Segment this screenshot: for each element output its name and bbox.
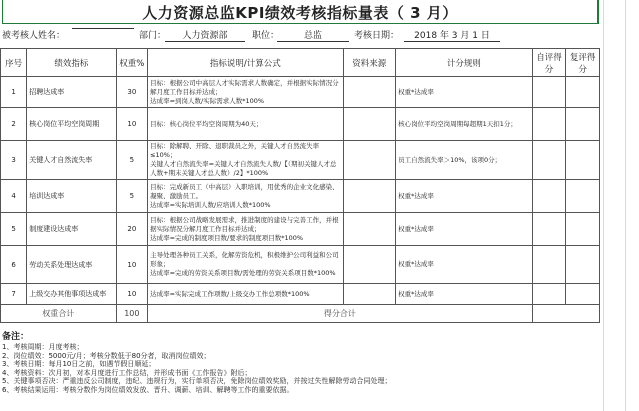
row-weight[interactable]: 20 [116,213,148,246]
row-kpi[interactable]: 制度建设达成率 [27,213,116,246]
date-value[interactable]: 2018 年 3 月 1 日 [404,28,500,42]
row-source[interactable] [343,213,396,246]
grid-line [603,0,604,411]
row-rule[interactable]: 权重*达成率 [396,180,533,213]
row-self-score[interactable] [532,180,566,213]
row-rule[interactable]: 权重*达成率 [396,213,533,246]
row-desc[interactable]: 目标：核心岗位平均空岗周期为40天； [148,108,343,141]
row-review-score[interactable] [566,284,600,305]
row-no[interactable]: 1 [1,77,27,108]
weight-total-value[interactable]: 100 [116,305,148,323]
row-rule[interactable]: 权重*达成率 [396,246,533,284]
notes-line[interactable]: 1、考核周期：月度考核； [2,343,84,351]
kpi-table [0,48,600,323]
row-kpi[interactable]: 核心岗位平均空岗周期 [27,108,116,141]
row-rule[interactable]: 权重*达成率 [396,77,533,108]
total-row [1,305,600,323]
row-desc[interactable]: 达成率=实际完成工作项数/上级交办工作总项数*100% [148,284,343,305]
name-label: 被考核人姓名： [2,31,66,41]
table-row [1,180,600,213]
row-weight[interactable]: 5 [116,180,148,213]
row-self-score[interactable] [532,141,566,180]
header-desc[interactable]: 指标说明/计算公式 [148,49,343,77]
header-self-score[interactable]: 自评得分 [532,49,566,77]
row-desc[interactable]: 目标：根据公司中高层人才实际需求人数确定，并根据实际情况分解月度工作目标并达成； 达成率=到岗人数/实际需求人数*100% [148,77,343,108]
row-weight[interactable]: 10 [116,108,148,141]
table-row [1,108,600,141]
header-no[interactable]: 序号 [1,49,27,77]
notes-line[interactable]: 2、岗位绩效：5000元/月；考核分数低于80分者，取消岗位绩效； [2,351,211,360]
row-no[interactable]: 4 [1,180,27,213]
row-no[interactable]: 6 [1,246,27,284]
header-source[interactable]: 资料来源 [343,49,396,77]
row-self-score[interactable] [532,213,566,246]
date-label: 考核日期： [354,31,400,41]
row-desc[interactable]: 目标：根据公司战略发展需求，推进制度的建设与完善工作，并根据实际情况分解月度工作目标并达成； 达成率=完成的制度项目数/要求的制度项目数*100% [148,213,343,246]
notes-heading[interactable]: 备注： [2,332,30,342]
row-self-score[interactable] [532,108,566,141]
row-weight[interactable]: 30 [116,77,148,108]
row-desc[interactable]: 目标：除解聘、开除、退职裁员之外，关键人才自然流失率≤10%； 关键人才自然流失率=关键人才自然流失人数/【（期初关键人才总人数+期末关键人才总人数）/2】*100% [148,141,343,180]
row-no[interactable]: 5 [1,213,27,246]
row-desc[interactable]: 主导处理各种员工关系，化解劳资危机，积极维护公司利益和公司形象； 达成率=完成的劳资关系项目数/需处理的劳资关系项目数*100% [148,246,343,284]
row-source[interactable] [343,180,396,213]
table-row [1,284,600,305]
notes-section [2,332,602,395]
row-self-score[interactable] [532,284,566,305]
header-weight[interactable]: 权重% [116,49,148,77]
row-kpi[interactable]: 劳动关系处理达成率 [27,246,116,284]
position-value[interactable]: 总监 [277,28,349,42]
row-rule[interactable]: 核心岗位平均空岗周期每超期1天扣1分； [396,108,533,141]
name-value[interactable] [72,28,134,29]
notes-line[interactable]: 5、关键事项否决：严重违反公司制度，违纪、违规行为，实行单项否决，免除岗位绩效奖励，并按过失性解除劳动合同处理； [2,377,392,386]
header-row [1,49,600,77]
meta-row [2,28,602,44]
row-kpi[interactable]: 上级交办其他事项达成率 [27,284,116,305]
row-review-score[interactable] [566,77,600,108]
row-self-score[interactable] [532,246,566,284]
table-row [1,213,600,246]
table-row [1,141,600,180]
row-review-score[interactable] [566,108,600,141]
table-row [1,77,600,108]
score-total-value[interactable] [532,305,599,323]
notes-line[interactable]: 6、考核结果运用：考核分数作为岗位绩效发放、晋升、调薪、培训、解聘等工作的重要依据。 [2,385,294,394]
row-review-score[interactable] [566,180,600,213]
row-kpi[interactable]: 关键人才自然流失率 [27,141,116,180]
row-review-score[interactable] [566,141,600,180]
table-row [1,246,600,284]
row-source[interactable] [343,246,396,284]
row-source[interactable] [343,108,396,141]
notes-line[interactable]: 4、考核资料：次月初，对本月度进行工作总结，并形成书面《工作报告》附后； [2,368,252,377]
row-rule[interactable]: 权重*达成率 [396,284,533,305]
row-self-score[interactable] [532,77,566,108]
row-weight[interactable]: 10 [116,284,148,305]
row-source[interactable] [343,284,396,305]
score-total-label[interactable]: 得分合计 [148,305,533,323]
row-kpi[interactable]: 培训达成率 [27,180,116,213]
row-review-score[interactable] [566,246,600,284]
position-label: 职位： [252,31,280,41]
row-no[interactable]: 7 [1,284,27,305]
notes-line[interactable]: 3、考核日期：每月10日之前，如遇节假日顺延； [2,360,156,369]
row-rule[interactable]: 员工自然流失率＞10%，该项0分； [396,141,533,180]
dept-value[interactable]: 人力资源部 [165,28,245,42]
dept-label: 部门： [139,31,167,41]
row-no[interactable]: 2 [1,108,27,141]
row-no[interactable]: 3 [1,141,27,180]
weight-total-label[interactable]: 权重合计 [1,305,117,323]
row-source[interactable] [343,141,396,180]
row-review-score[interactable] [566,213,600,246]
header-kpi[interactable]: 绩效指标 [27,49,116,77]
row-desc[interactable]: 目标：完成新员工（中高层）入职培训，用优秀的企业文化感染、凝聚、激励员工。 达成率=实际培训人数/应培训人数*100% [148,180,343,213]
row-weight[interactable]: 10 [116,246,148,284]
title-cell[interactable] [2,0,599,24]
grid-line [625,0,626,411]
sheet-title: 人力资源总监KPI绩效考核指标量表（ 3 月） [142,4,458,22]
row-kpi[interactable]: 招聘达成率 [27,77,116,108]
header-review-score[interactable]: 复评得分 [566,49,600,77]
header-rule[interactable]: 计分规则 [396,49,533,77]
row-source[interactable] [343,77,396,108]
row-weight[interactable]: 5 [116,141,148,180]
